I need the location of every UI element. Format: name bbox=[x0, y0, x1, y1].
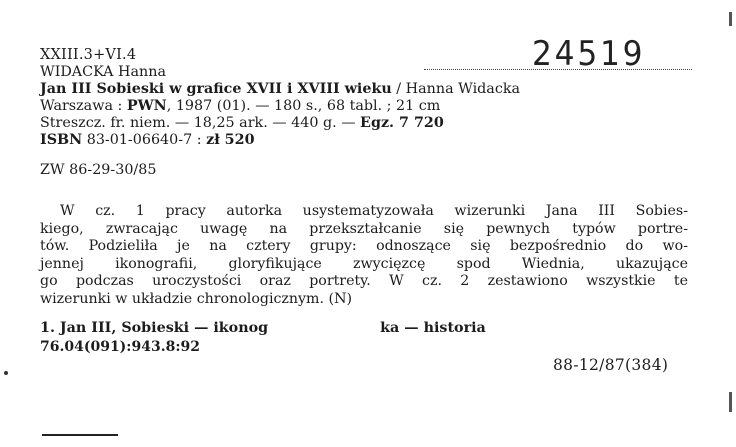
abstract-line-2: kiego, zwracając uwagę na przekształcanie się pewnych typów portre- bbox=[40, 220, 688, 237]
margin-dot bbox=[4, 371, 8, 375]
subject-heading-part1: 1. Jan III, Sobieski — ikonog bbox=[40, 320, 269, 336]
summary-text: Streszcz. fr. niem. — 18,25 ark. — 440 g. — bbox=[40, 115, 361, 131]
title-proper: Jan III Sobieski w grafice XVII i XVIII wieku bbox=[40, 81, 392, 97]
copies-value: 7 720 bbox=[394, 115, 444, 131]
isbn-line bbox=[40, 132, 255, 149]
title-responsibility: / Hanna Widacka bbox=[391, 81, 521, 97]
classification-mark: XXIII.3+VI.4 bbox=[40, 47, 137, 63]
bottom-rule bbox=[42, 434, 118, 436]
isbn-label: ISBN bbox=[40, 132, 83, 148]
title-line bbox=[40, 81, 520, 98]
isbn-value: 83-01-06640-7 : bbox=[82, 132, 207, 148]
summary-line bbox=[40, 115, 444, 132]
abstract-line-1: W cz. 1 pracy autorka usystematyzowała wizerunki Jana III Sobies- bbox=[60, 203, 688, 219]
imprint-details: , 1987 (01). — 180 s., 68 tabl. ; 21 cm bbox=[166, 98, 441, 114]
udc-classification: 76.04(091):943.8:92 bbox=[40, 339, 200, 355]
zw-number: ZW 86-29-30/85 bbox=[40, 162, 157, 178]
subject-headings bbox=[40, 320, 680, 336]
abstract bbox=[40, 203, 688, 309]
price: zł 520 bbox=[206, 132, 255, 148]
edge-mark-top bbox=[729, 12, 732, 26]
accession-number: 24519 bbox=[532, 34, 646, 74]
imprint-line bbox=[40, 98, 440, 115]
abstract-line-3: tów. Podzieliła je na cztery grupy: odnoszące się bezpośrednio do wo- bbox=[40, 238, 688, 255]
abstract-line-5: go podczas uroczystości oraz portrety. W cz. 2 zestawiono wszystkie te bbox=[40, 273, 688, 290]
imprint-publisher: PWN bbox=[126, 98, 167, 114]
author-line: WIDACKA Hanna bbox=[40, 64, 166, 80]
imprint-place: Warszawa : bbox=[40, 98, 127, 114]
abstract-line-4: jennej ikonografii, gloryfikujące zwycięzcę spod Wiednia, ukazujące bbox=[40, 255, 688, 272]
card-number: 88-12/87(384) bbox=[553, 356, 669, 374]
abstract-line-6: wizerunki w układzie chronologicznym. (N) bbox=[40, 290, 353, 307]
edge-mark-bottom bbox=[729, 392, 732, 412]
copies-label: Egz. bbox=[360, 115, 395, 131]
subject-heading-part2: ka — historia bbox=[380, 320, 486, 336]
